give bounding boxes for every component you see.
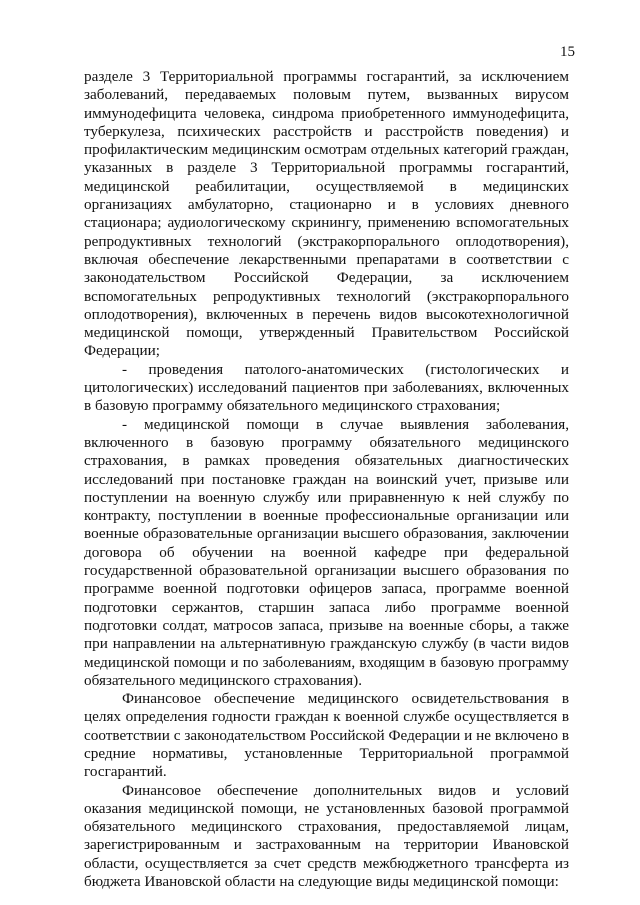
paragraph-military-diagnostics: - медицинской помощи в случае выявления заболевания, включенного в базовую программу обязательного медицинского страхования, в рамках проведения обязательных диагностических исследований при постановке граждан на воинский учет, призыве или поступлении на военную службу или приравненную к ней службу по контракту, поступлении в военные профессиональные организации или военные образовательные организации высшего образования, заключении договора об обучении на военной кафедре при федеральной государственной образовательной организации высшего образования по программе военной подготовки офицеров запаса, программе военной подготовки сержантов, старшин запаса либо программе военной подготовки солдат, матросов запаса, призыве на военные сборы, а также при направлении на альтернативную гражданскую службу (в части видов медицинской помощи и по заболеваниям, входящим в базовую программу обязательного медицинского страхования).: [84, 415, 569, 689]
page-number: 15: [560, 44, 575, 60]
paragraph-funding-additional: Финансовое обеспечение дополнительных видов и условий оказания медицинской помощи, не установленных базовой программой обязательного медицинского страхования, предоставляемой лицам, зарегистрированным и застрахованным на территории Ивановской области, осуществляется за счет средств межбюджетного трансферта из бюджета Ивановской области на следующие виды медицинской помощи:: [84, 781, 569, 891]
document-body: [84, 68, 569, 891]
paragraph-pathology: - проведения патолого-анатомических (гистологических и цитологических) исследований пациентов при заболеваниях, включенных в базовую программу обязательного медицинского страхования;: [84, 360, 569, 415]
paragraph-continuation: разделе 3 Территориальной программы госгарантий, за исключением заболеваний, передаваемых половым путем, вызванных вирусом иммунодефицита человека, синдрома приобретенного иммунодефицита, туберкулеза, психических расстройств и расстройств поведения) и профилактическим медицинским осмотрам отдельных категорий граждан, указанных в разделе 3 Территориальной программы госгарантий, медицинской реабилитации, осуществляемой в медицинских организациях амбулаторно, стационарно и в условиях дневного стационара; аудиологическому скринингу, применению вспомогательных репродуктивных технологий (экстракорпорального оплодотворения), включая обеспечение лекарственными препаратами в соответствии с законодательством Российской Федерации, за исключением вспомогательных репродуктивных технологий (экстракорпорального оплодотворения), включенных в перечень видов высокотехнологичной медицинской помощи, утвержденный Правительством Российской Федерации;: [84, 68, 569, 360]
paragraph-funding-examination: Финансовое обеспечение медицинского освидетельствования в целях определения годности граждан к военной службе осуществляется в соответствии с законодательством Российской Федерации и не включено в средние нормативы, установленные Территориальной программой госгарантий.: [84, 690, 569, 781]
